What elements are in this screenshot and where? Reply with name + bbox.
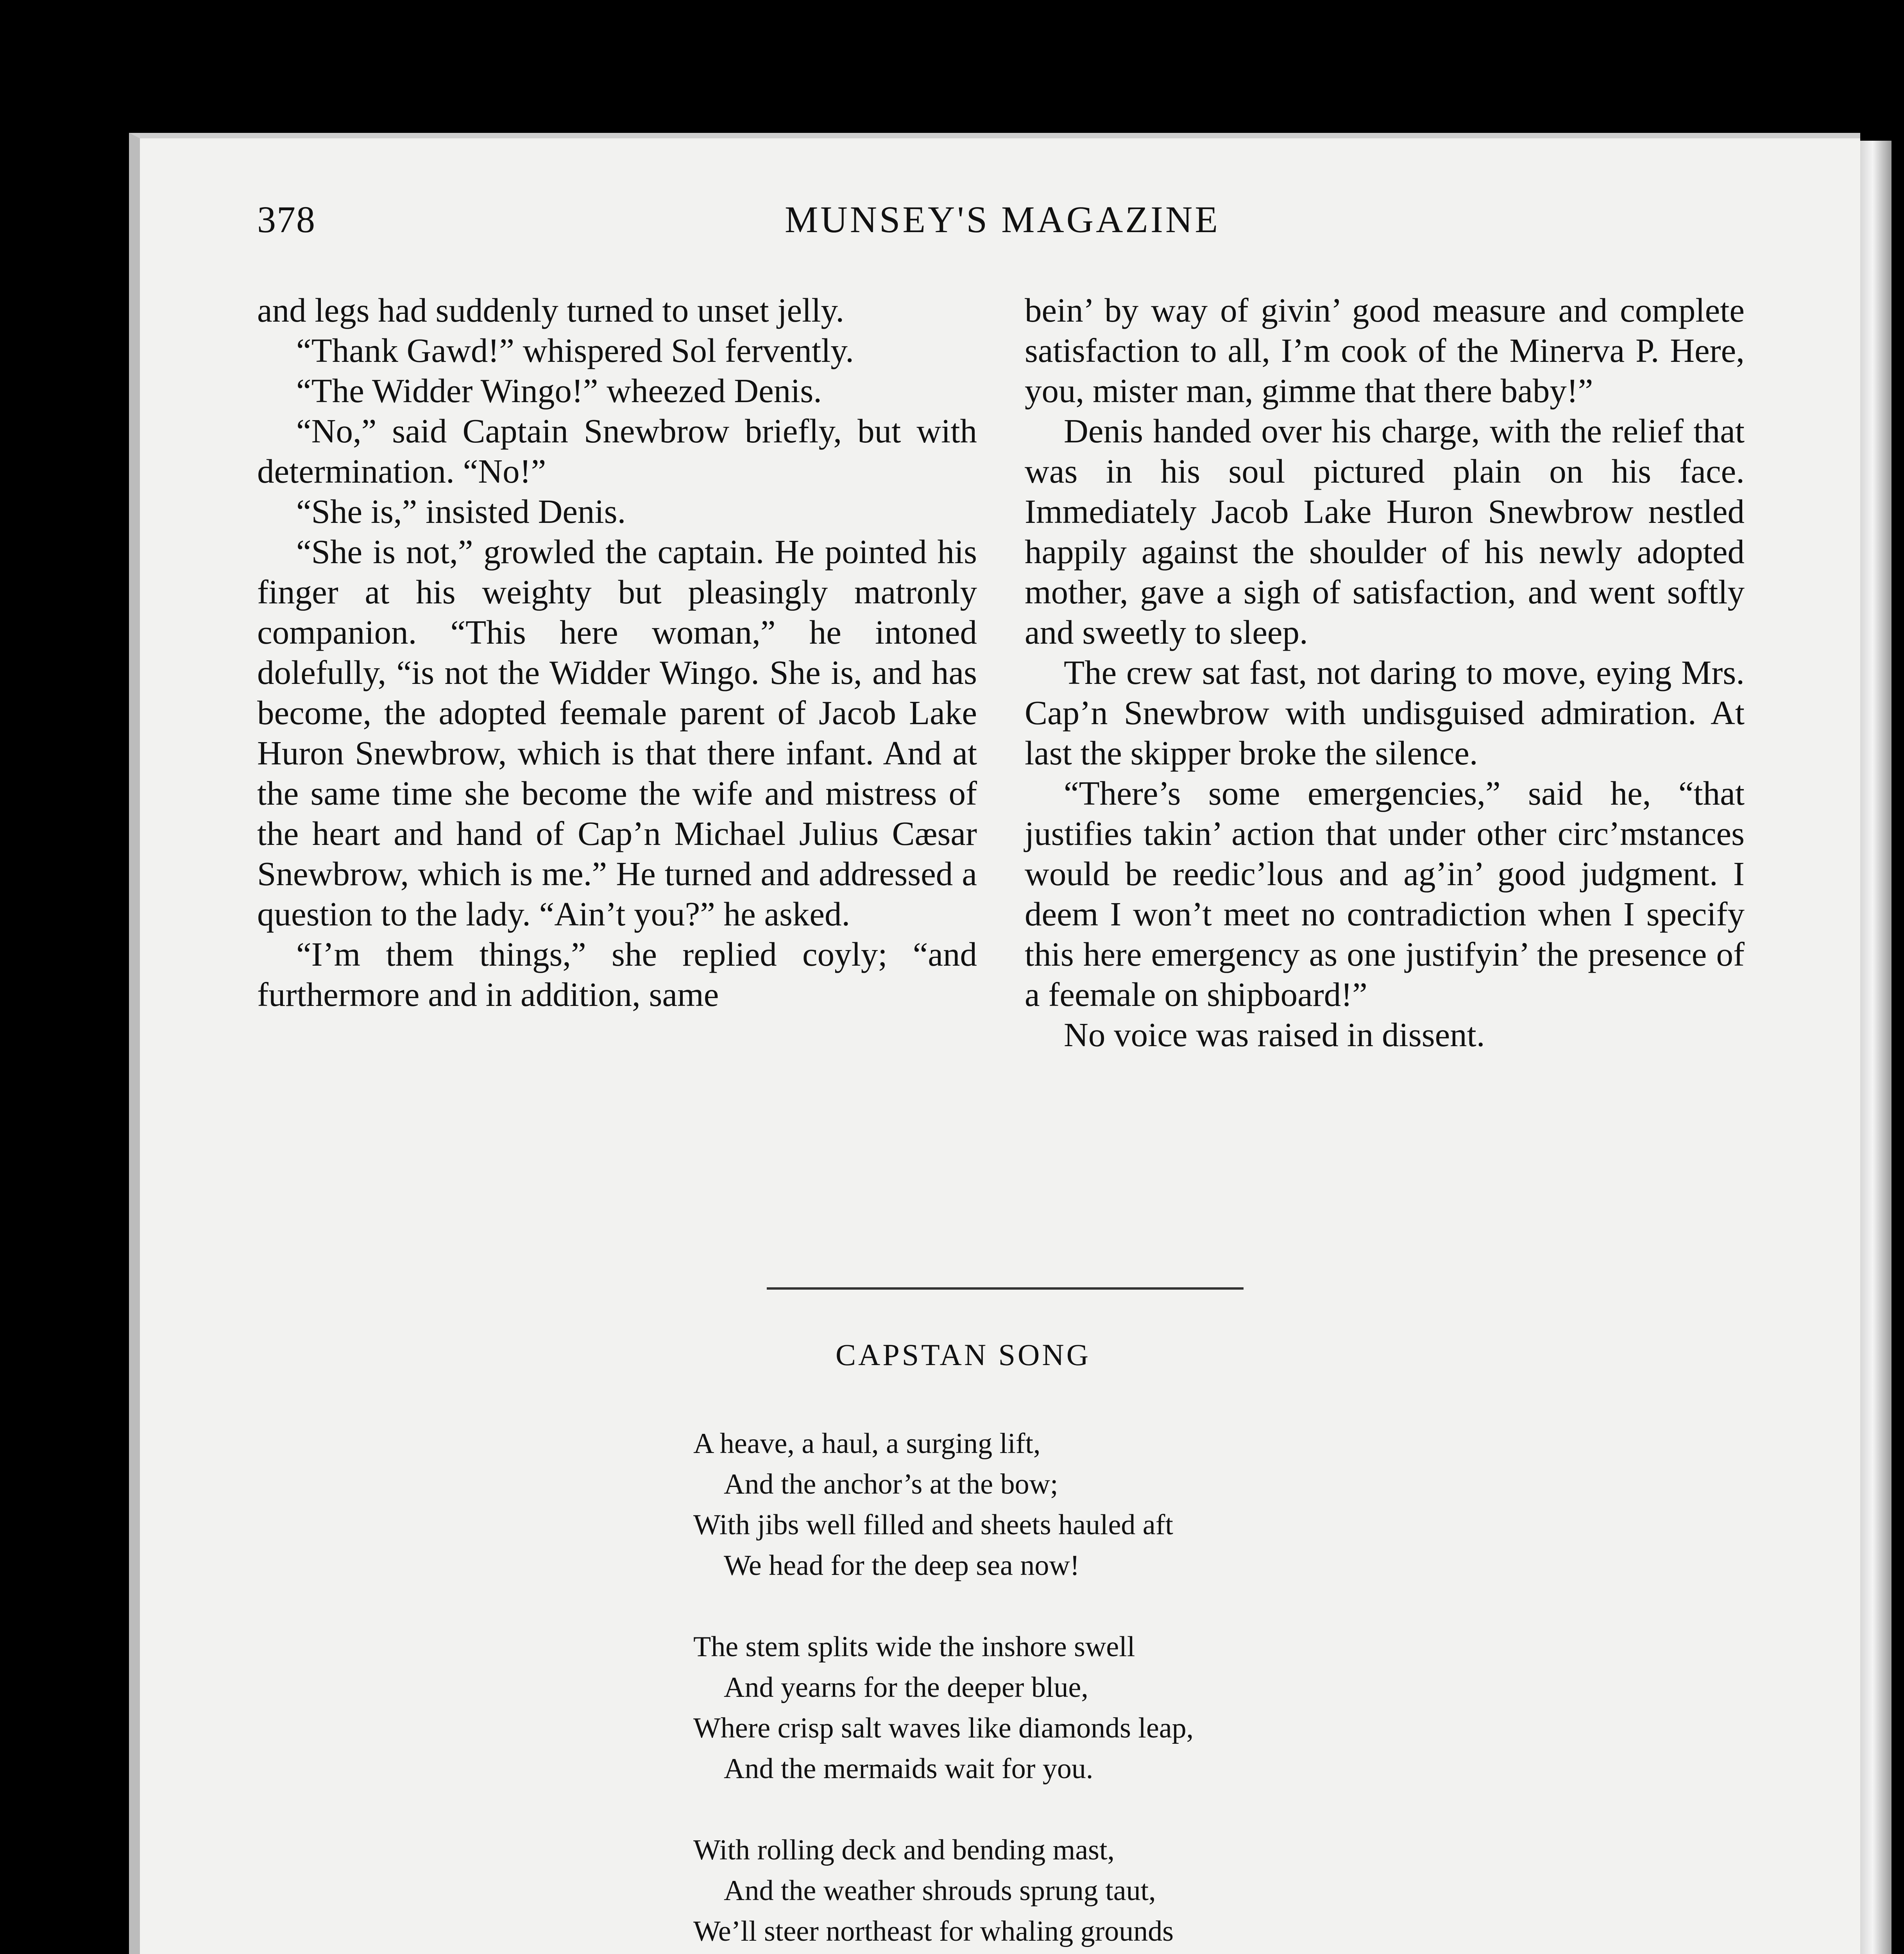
paragraph: bein’ by way of givin’ good measure and complete satisfaction to all, I’m cook of the Minerva P. Here, you, mister man, gimme that there baby!” xyxy=(1025,291,1745,410)
poem-line: And the weather shrouds sprung taut, xyxy=(724,1875,1156,1907)
magazine-title: MUNSEY'S MAGAZINE xyxy=(785,199,1220,240)
poem-line xyxy=(693,1952,1185,1954)
poem-line: We head for the deep sea now! xyxy=(724,1550,1080,1582)
page-number: 378 xyxy=(257,199,316,240)
right-column xyxy=(1025,290,1745,1055)
poem-line: We’ll steer northeast for whaling grounds xyxy=(693,1915,1174,1947)
left-column xyxy=(257,290,977,1015)
paragraph: “Thank Gawd!” whispered Sol fervently. xyxy=(296,331,854,369)
paragraph: Denis handed over his charge, with the relief that was in his soul pictured plain on his face. Immediately Jacob Lake Huron Snewbrow nestled happily against the shoulder of his newly adopted mother, gave a sigh of satisfaction, and went softly and sweetly to sleep. xyxy=(1025,412,1745,651)
poem-line: And the anchor’s at the bow; xyxy=(724,1468,1058,1500)
poem-line: And yearns for the deeper blue, xyxy=(724,1671,1088,1703)
poem-stanza xyxy=(693,1423,1173,1586)
poem-line: With rolling deck and bending mast, xyxy=(693,1834,1115,1866)
paragraph: “No,” said Captain Snewbrow briefly, but with determination. “No!” xyxy=(257,412,977,490)
poem-stanza xyxy=(693,1830,1185,1954)
poem-title: CAPSTAN SONG xyxy=(836,1338,1091,1372)
paragraph: and legs had suddenly turned to unset jelly. xyxy=(257,291,845,329)
magazine-page xyxy=(129,133,1860,1954)
running-header xyxy=(140,198,1860,252)
poem-line: The stem splits wide the inshore swell xyxy=(693,1631,1135,1663)
poem-line: A heave, a haul, a surging lift, xyxy=(693,1428,1041,1460)
paragraph: “I’m them things,” she replied coyly; “and furthermore and in addition, same xyxy=(257,935,977,1013)
paragraph: No voice was raised in dissent. xyxy=(1064,1016,1485,1054)
paragraph: “She is not,” growled the captain. He pointed his finger at his weighty but pleasingly matronly companion. “This here woman,” he intoned dolefully, “is not the Widder Wingo. She is, and has become, the adopted feemale parent of Jacob Lake Huron Snewbrow, which is that there infant. And at the same time she become the wife and mistress of the heart and hand of Cap’n Michael Julius Cæsar Snewbrow, which is me.” He turned and addressed a question to the lady. “Ain’t you?” he asked. xyxy=(257,533,977,933)
poem-stanza xyxy=(693,1627,1194,1789)
paragraph: “She is,” insisted Denis. xyxy=(296,492,626,530)
paragraph: “There’s some emergencies,” said he, “that justifies takin’ action that under other circ’mstances would be reedic’lous and ag’in’ good judgment. I deem I won’t meet no contradiction when I specify this here emergency as one justifyin’ the presence of a feemale on shipboard!” xyxy=(1025,774,1745,1013)
section-divider xyxy=(767,1287,1244,1290)
poem-line: With jibs well filled and sheets hauled aft xyxy=(693,1509,1173,1541)
poem-line: And the mermaids wait for you. xyxy=(724,1753,1093,1785)
poem-line: Where crisp salt waves like diamonds leap, xyxy=(693,1712,1194,1744)
paragraph: The crew sat fast, not daring to move, eying Mrs. Cap’n Snewbrow with undisguised admiration. At last the skipper broke the silence. xyxy=(1025,653,1745,772)
page-edge xyxy=(1860,141,1891,1954)
paragraph: “The Widder Wingo!” wheezed Denis. xyxy=(296,372,822,410)
